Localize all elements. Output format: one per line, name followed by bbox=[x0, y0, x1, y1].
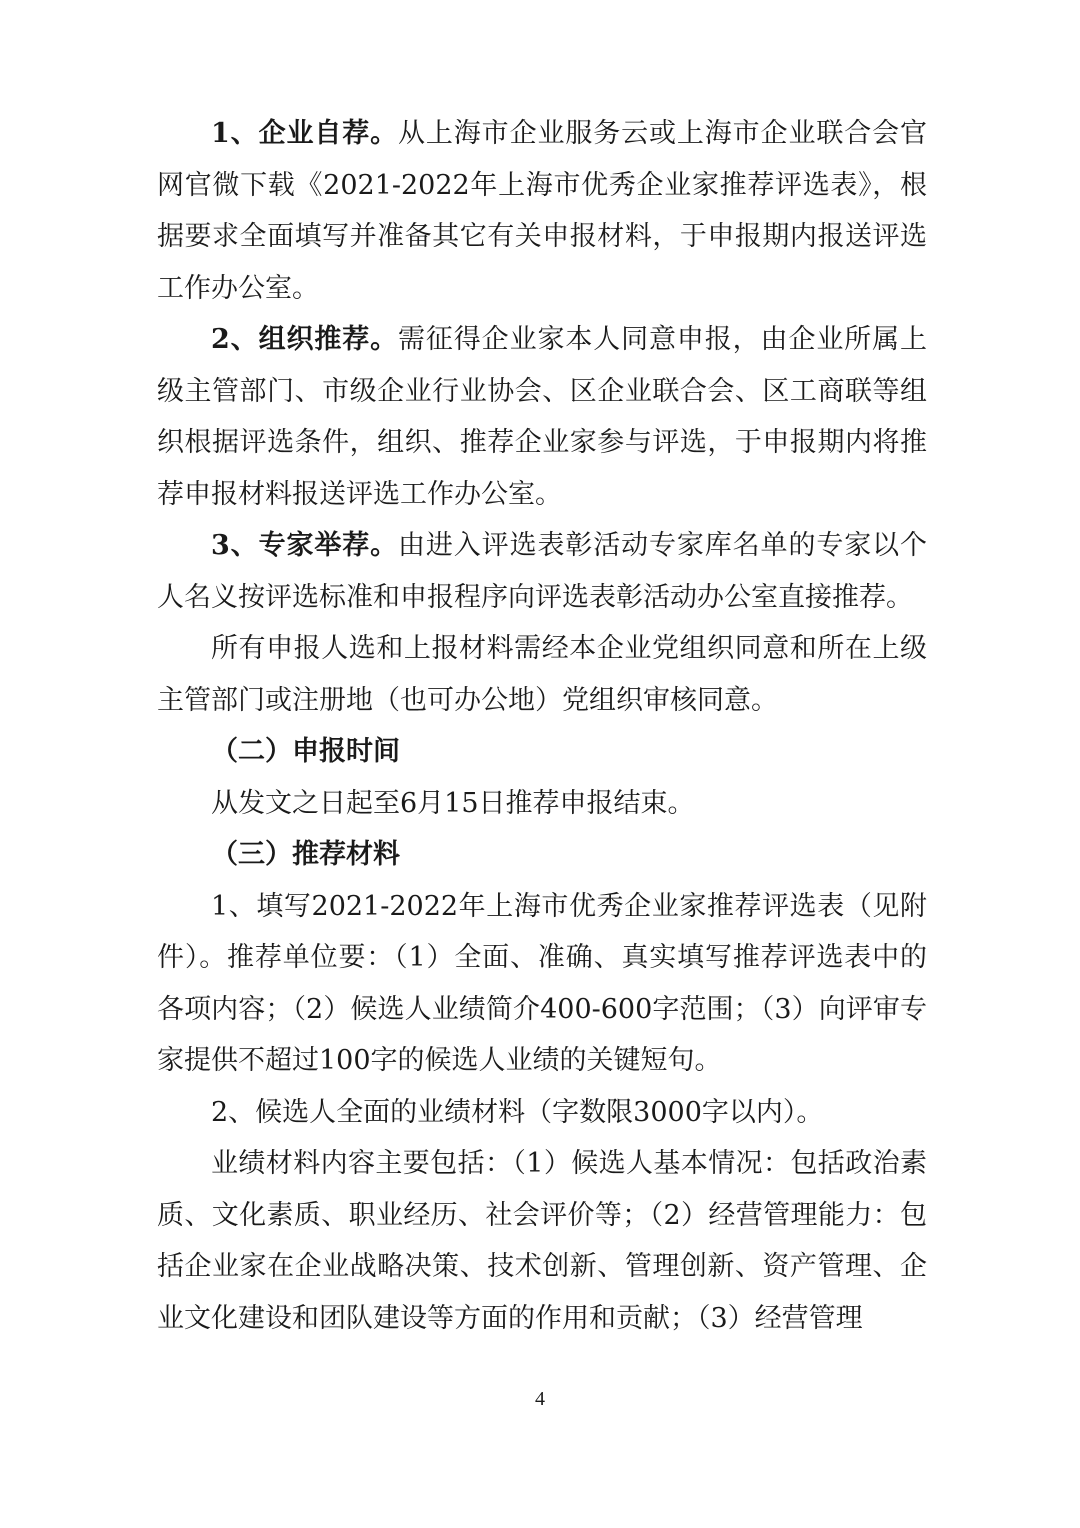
paragraph-materials-content: 业绩材料内容主要包括：（1）候选人基本情况：包括政治素质、文化素质、职业经历、社会评价等；（2）经营管理能力：包括企业家在企业战略决策、技术创新、管理创新、资产管理、企业文化建设和团队建设等方面的作用和贡献；（3）经营管理 bbox=[157, 1148, 927, 1334]
paragraph-fill-form: 1、填写2021-2022年上海市优秀企业家推荐评选表（见附件）。推荐单位要：（1）全面、准确、真实填写推荐评选表中的各项内容；（2）候选人业绩简介400-600字范围；（3）向评审专家提供不超过100字的候选人业绩的关键短句。 bbox=[157, 890, 927, 1076]
paragraph-organization-recommend bbox=[157, 314, 927, 520]
document-body bbox=[157, 108, 927, 1344]
paragraph-lead: 2、组织推荐。 bbox=[211, 324, 399, 355]
section-heading-materials: （三）推荐材料 bbox=[211, 839, 400, 870]
paragraph-text: 由进入评选表彰活动专家库名单的专家以个人名义按评选标准和申报程序向评选表彰活动办公室直接推荐。 bbox=[157, 530, 928, 613]
paragraph-lead: 1、企业自荐。 bbox=[211, 118, 399, 149]
paragraph-performance-materials: 2、候选人全面的业绩材料（字数限3000字以内）。 bbox=[211, 1096, 824, 1128]
paragraph-enterprise-self-recommend bbox=[157, 108, 927, 314]
page-number: 4 bbox=[535, 1388, 545, 1410]
paragraph-text: 需征得企业家本人同意申报，由企业所属上级主管部门、市级企业行业协会、区企业联合会、区工商联等组织根据评选条件，组织、推荐企业家参与评选，于申报期内将推荐申报材料报送评选工作办公室。 bbox=[157, 324, 928, 510]
paragraph-party-approval: 所有申报人选和上报材料需经本企业党组织同意和所在上级主管部门或注册地（也可办公地）党组织审核同意。 bbox=[157, 633, 927, 716]
paragraph-expert-recommend bbox=[157, 520, 927, 623]
paragraph-application-period: 从发文之日起至6月15日推荐申报结束。 bbox=[211, 787, 695, 819]
section-heading-application-time: （二）申报时间 bbox=[211, 736, 400, 767]
paragraph-lead: 3、专家举荐。 bbox=[211, 530, 399, 561]
paragraph-text: 从上海市企业服务云或上海市企业联合会官网官微下载《2021-2022年上海市优秀企业家推荐评选表》，根据要求全面填写并准备其它有关申报材料，于申报期内报送评选工作办公室。 bbox=[157, 118, 928, 304]
